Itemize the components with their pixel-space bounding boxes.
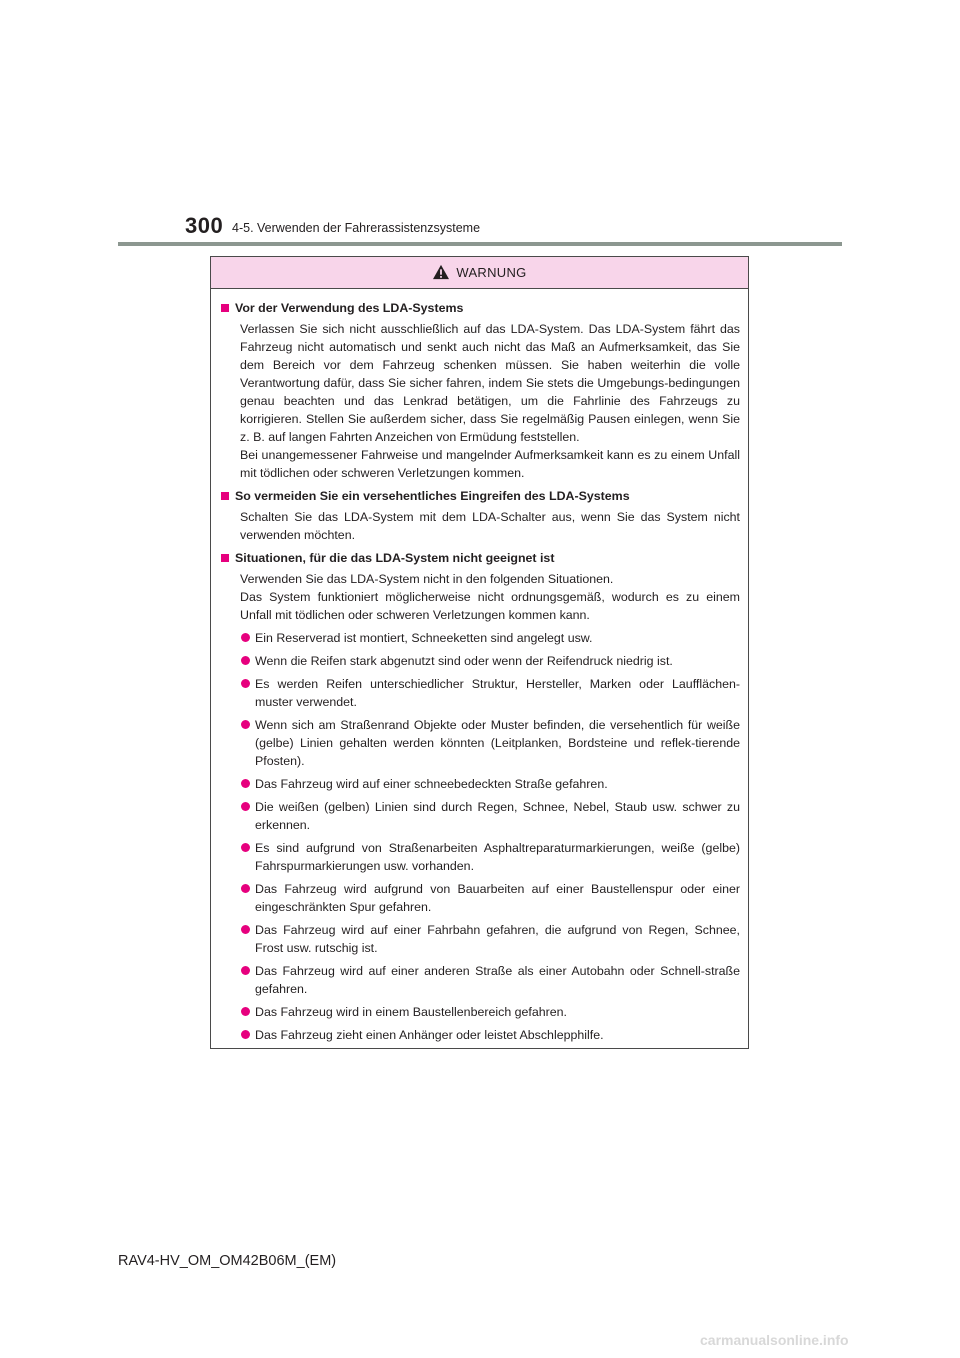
warning-triangle-icon	[432, 264, 450, 280]
document-code: RAV4-HV_OM_OM42B06M_(EM)	[118, 1253, 337, 1269]
watermark: carmanualsonline.info	[700, 1332, 849, 1348]
paragraph: Bei unangemessener Fahrweise und mangelnder Aufmerksamkeit kann es zu einem Unfall mit tödlichen oder schweren Verletzungen kommen.	[240, 448, 740, 480]
square-bullet-icon	[221, 304, 229, 312]
list-item: Das Fahrzeug wird auf einer anderen Straße als einer Autobahn oder Schnell-straße gefahren.	[221, 962, 740, 998]
section-heading: So vermeiden Sie ein versehentliches Eingreifen des LDA-Systems	[221, 487, 740, 505]
round-bullet-icon	[241, 656, 250, 665]
list-item: Das Fahrzeug wird auf einer schneebedeckten Straße gefahren.	[221, 775, 740, 793]
square-bullet-icon	[221, 554, 229, 562]
paragraph: Schalten Sie das LDA-System mit dem LDA-Schalter aus, wenn Sie das System nicht verwenden möchten.	[240, 510, 740, 542]
round-bullet-icon	[241, 779, 250, 788]
list-item: Die weißen (gelben) Linien sind durch Regen, Schnee, Nebel, Staub usw. schwer zu erkennen.	[221, 798, 740, 834]
round-bullet-icon	[241, 884, 250, 893]
round-bullet-icon	[241, 679, 250, 688]
section-title: 4-5. Verwenden der Fahrerassistenzsysteme	[232, 221, 481, 235]
paragraph: Verlassen Sie sich nicht ausschließlich auf das LDA-System. Das LDA-System fährt das Fahrzeug nicht automatisch und senkt auch nicht das Maß an Aufmerksamkeit, das Sie dem Bereich vor dem Fahrzeug schenken müssen. Sie haben weiterhin die volle Verantwortung dafür, dass Sie sicher fahren, indem Sie stets die Umgebungs-bedingungen genau beachten und das Lenkrad betätigen, um die Fahrlinie des Fahrzeugs zu korrigieren. Stellen Sie außerdem sicher, dass Sie regelmäßig Pausen einlegen, wenn Sie z. B. auf langen Fahrten Anzeichen von Ermüdung feststellen.	[240, 322, 740, 444]
warning-body	[211, 289, 748, 1044]
round-bullet-icon	[241, 843, 250, 852]
page-number: 300	[185, 213, 224, 238]
round-bullet-icon	[241, 925, 250, 934]
round-bullet-icon	[241, 720, 250, 729]
list-item: Ein Reserverad ist montiert, Schneeketten sind angelegt usw.	[221, 629, 740, 647]
page-header	[0, 0, 960, 250]
list-item: Das Fahrzeug wird aufgrund von Bauarbeiten auf einer Baustellenspur oder einer eingeschränkten Spur gefahren.	[221, 880, 740, 916]
list-item: Das Fahrzeug wird auf einer Fahrbahn gefahren, die aufgrund von Regen, Schnee, Frost usw. rutschig ist.	[221, 921, 740, 957]
paragraph: Verwenden Sie das LDA-System nicht in den folgenden Situationen.	[240, 572, 614, 586]
list-item: Wenn sich am Straßenrand Objekte oder Muster befinden, die versehentlich für weiße (gelbe) Linien gehalten werden könnten (Leitplanken, Bordsteine und reflek-tierende Pfosten).	[221, 716, 740, 770]
warning-box	[210, 256, 749, 1049]
warning-header	[211, 257, 748, 289]
list-item: Es sind aufgrund von Straßenarbeiten Asphaltreparaturmarkierungen, weiße (gelbe) Fahrspurmarkierungen usw. vorhanden.	[221, 839, 740, 875]
paragraph: Das System funktioniert möglicherweise nicht ordnungsgemäß, wodurch es zu einem Unfall mit tödlichen oder schweren Verletzungen kommen kann.	[240, 590, 740, 622]
list-item: Das Fahrzeug wird in einem Baustellenbereich gefahren.	[221, 1003, 740, 1021]
round-bullet-icon	[241, 1030, 250, 1039]
header-rule	[118, 242, 842, 246]
warning-title: WARNUNG	[456, 265, 527, 280]
round-bullet-icon	[241, 1007, 250, 1016]
list-item: Wenn die Reifen stark abgenutzt sind oder wenn der Reifendruck niedrig ist.	[221, 652, 740, 670]
section-heading: Vor der Verwendung des LDA-Systems	[221, 299, 740, 317]
round-bullet-icon	[241, 633, 250, 642]
list-item: Es werden Reifen unterschiedlicher Struktur, Hersteller, Marken oder Laufflächen-muster verwendet.	[221, 675, 740, 711]
round-bullet-icon	[241, 966, 250, 975]
section-heading: Situationen, für die das LDA-System nicht geeignet ist	[221, 549, 740, 567]
round-bullet-icon	[241, 802, 250, 811]
list-item: Das Fahrzeug zieht einen Anhänger oder leistet Abschlepphilfe.	[221, 1026, 740, 1044]
square-bullet-icon	[221, 492, 229, 500]
